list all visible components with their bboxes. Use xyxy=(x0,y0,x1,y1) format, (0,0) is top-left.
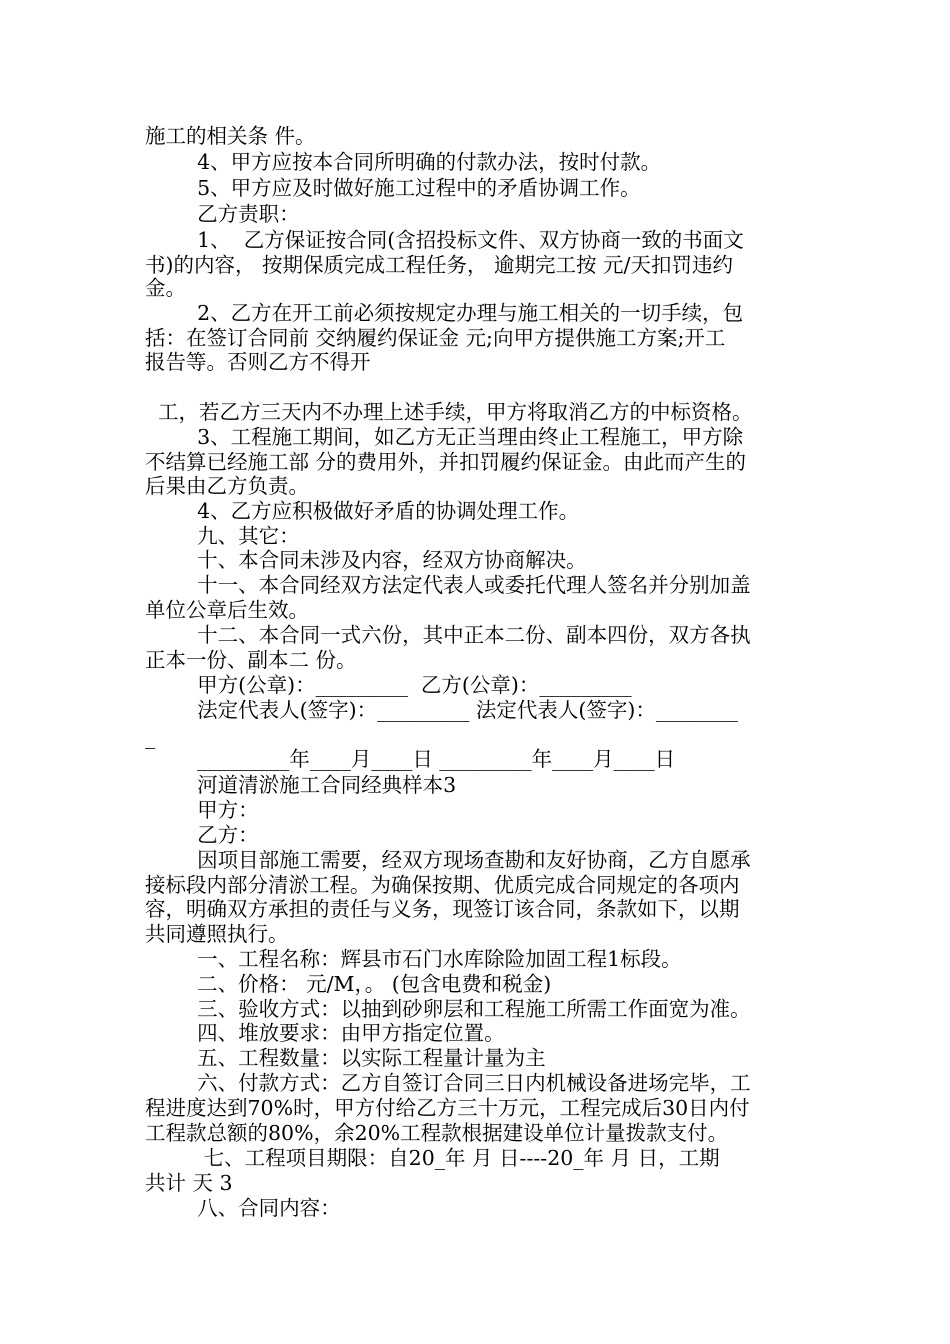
text-line: 二、价格： 元/M，。 (包含电费和税金) xyxy=(145,972,552,996)
text-line: 工，若乙方三天内不办理上述手续，甲方将取消乙方的中标资格。 xyxy=(145,400,753,424)
signature-line-seal: 甲方(公章)：_________ 乙方(公章)：_________ xyxy=(145,673,632,697)
text-line: 十、本合同未涉及内容，经双方协商解决。 xyxy=(145,548,587,572)
text-line: 六、付款方式：乙方自签订合同三日内机械设备进场完毕，工 xyxy=(145,1071,751,1095)
text-line: 十一、本合同经双方法定代表人或委托代理人签名并分别加盖 xyxy=(145,573,751,597)
text-line: 3、工程施工期间，如乙方无正当理由终止工程施工，甲方除 xyxy=(145,425,744,449)
text-line: 共计 天 3 xyxy=(145,1171,233,1195)
text-line: 2、乙方在开工前必须按规定办理与施工相关的一切手续，包 xyxy=(145,301,744,325)
text-line: 程进度达到70%时，甲方付给乙方三十万元，工程完成后30日内付 xyxy=(145,1096,750,1120)
text-line: 容，明确双方承担的责任与义务，现签订该合同，条款如下，以期 xyxy=(145,897,740,921)
text-line: 工程款总额的80%，余20%工程款根据建设单位计量拨款支付。 xyxy=(145,1121,729,1145)
signature-line-date: _________年____月____日 _________年____月____日 xyxy=(145,747,676,771)
text-line: 接标段内部分清淤工程。为确保按期、优质完成合同规定的各项内 xyxy=(145,873,740,897)
text-line: 因项目部施工需要，经双方现场查勘和友好协商，乙方自愿承 xyxy=(145,848,751,872)
text-line: 三、验收方式：以抽到砂卵层和工程施工所需工作面宽为准。 xyxy=(145,997,751,1021)
text-line: 施工的相关条 件。 xyxy=(145,124,316,148)
party-a-label: 甲方： xyxy=(145,798,259,822)
text-line: 5、甲方应及时做好施工过程中的矛盾协调工作。 xyxy=(145,176,641,200)
text-line: 九、其它： xyxy=(145,524,300,548)
text-line: 十二、本合同一式六份，其中正本二份、副本四份，双方各执 xyxy=(145,623,751,647)
party-b-label: 乙方： xyxy=(145,823,259,847)
text-line: 共同遵照执行。 xyxy=(145,922,289,946)
section-title: 河道清淤施工合同经典样本3 xyxy=(145,773,457,797)
text-line: 七、工程项目期限：自20_年 月 日----20_年 月 日，工期 xyxy=(145,1146,720,1170)
text-line: 乙方责职： xyxy=(145,202,300,226)
text-line: 四、堆放要求：由甲方指定位置。 xyxy=(145,1021,505,1045)
text-line: 八、合同内容： xyxy=(145,1196,341,1220)
text-line: _ xyxy=(145,725,156,749)
text-line: 4、乙方应积极做好矛盾的协调处理工作。 xyxy=(145,499,580,523)
text-line: 金。 xyxy=(145,276,186,300)
text-line: 后果由乙方负责。 xyxy=(145,474,309,498)
text-line: 括：在签订合同前 交纳履约保证金 元;向甲方提供施工方案;开工 xyxy=(145,326,726,350)
text-line: 不结算已经施工部 分的费用外，并扣罚履约保证金。由此而产生的 xyxy=(145,450,747,474)
text-line: 书)的内容， 按期保质完成工程任务， 逾期完工按 元/天扣罚违约 xyxy=(145,253,733,277)
signature-line-representative: 法定代表人(签字)：_________ 法定代表人(签字)：________ xyxy=(145,698,738,722)
text-line: 正本一份、副本二 份。 xyxy=(145,648,357,672)
text-line: 1、 乙方保证按合同(含招投标文件、双方协商一致的书面文 xyxy=(145,228,744,252)
text-line: 五、工程数量：以实际工程量计量为主 xyxy=(145,1046,546,1070)
text-line: 4、甲方应按本合同所明确的付款办法，按时付款。 xyxy=(145,150,662,174)
text-line: 单位公章后生效。 xyxy=(145,598,309,622)
text-line: 一、工程名称：辉县市石门水库除险加固工程1标段。 xyxy=(145,947,682,971)
text-line: 报告等。否则乙方不得开 xyxy=(145,350,371,374)
